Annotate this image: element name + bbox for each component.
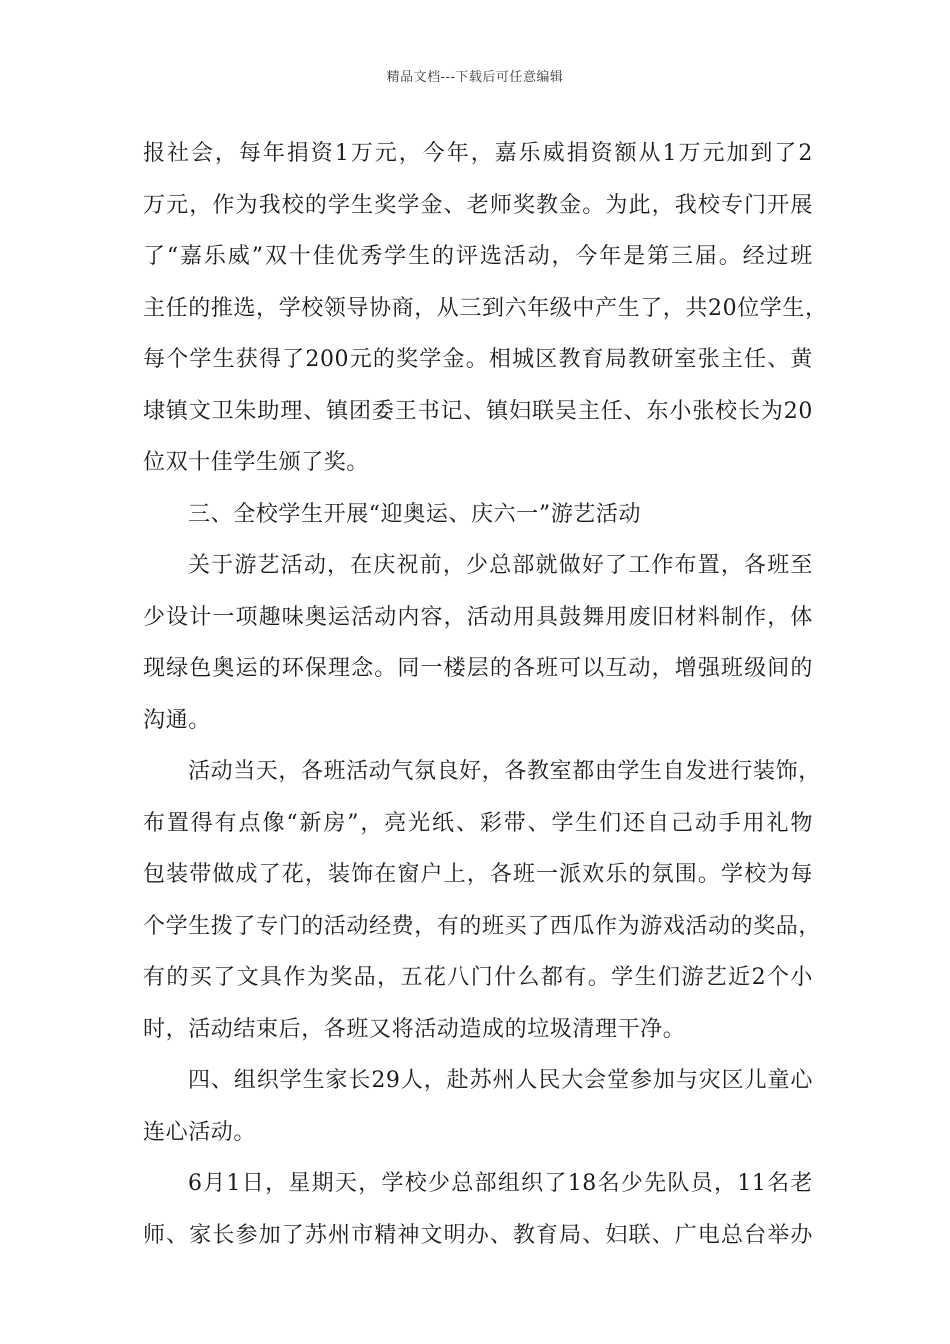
body-line: 每个学生获得了200元的奖学金。相城区教育局教研室张主任、黄 bbox=[143, 347, 813, 372]
body-line: 包装带做成了花，装饰在窗户上，各班一派欢乐的氛围。学校为每 bbox=[143, 862, 813, 887]
body-line: 连心活动。 bbox=[143, 1119, 257, 1145]
body-line: 活动当天，各班活动气氛良好，各教室都由学生自发进行装饰， bbox=[188, 759, 821, 784]
body-line: 少设计一项趣味奥运活动内容，活动用具鼓舞用废旧材料制作，体 bbox=[143, 604, 813, 630]
document-body bbox=[143, 128, 828, 1261]
body-line: 沟通。 bbox=[143, 707, 211, 733]
section-heading: 三、全校学生开展“迎奥运、庆六一”游艺活动 bbox=[188, 501, 642, 527]
body-line: 个学生拨了专门的活动经费，有的班买了西瓜作为游戏活动的奖品， bbox=[143, 913, 822, 939]
page-header: 精品文档---下载后可任意编辑 bbox=[386, 70, 564, 85]
body-line: 有的买了文具作为奖品，五花八门什么都有。学生们游艺近2个小 bbox=[143, 965, 813, 990]
body-line: 布置得有点像“新房”，亮光纸、彩带、学生们还自己动手用礼物 bbox=[143, 810, 813, 836]
body-line: 6月1日，星期天，学校少总部组织了18名少先队员，11名老 bbox=[188, 1171, 813, 1196]
section-heading: 四、组织学生家长29人，赴苏州人民大会堂参加与灾区儿童心 bbox=[188, 1068, 813, 1093]
body-line: 埭镇文卫朱助理、镇团委王书记、镇妇联吴主任、东小张校长为20 bbox=[143, 398, 813, 424]
body-line: 位双十佳学生颁了奖。 bbox=[143, 450, 370, 475]
body-line: 万元，作为我校的学生奖学金、老师奖教金。为此，我校专门开展 bbox=[143, 192, 813, 218]
body-line: 师、家长参加了苏州市精神文明办、教育局、妇联、广电总台举办 bbox=[143, 1222, 813, 1248]
body-line: 主任的推选，学校领导协商，从三到六年级中产生了，共20位学生， bbox=[143, 295, 828, 321]
body-line: 时，活动结束后，各班又将活动造成的垃圾清理干净。 bbox=[143, 1016, 686, 1042]
body-line: 了“嘉乐威”双十佳优秀学生的评选活动，今年是第三届。经过班 bbox=[143, 244, 813, 269]
body-line: 现绿色奥运的环保理念。同一楼层的各班可以互动，增强班级间的 bbox=[143, 656, 813, 681]
body-line: 关于游艺活动，在庆祝前，少总部就做好了工作布置，各班至 bbox=[188, 553, 813, 578]
body-line: 报社会，每年捐资1万元，今年，嘉乐威捐资额从1万元加到了2 bbox=[143, 141, 813, 166]
